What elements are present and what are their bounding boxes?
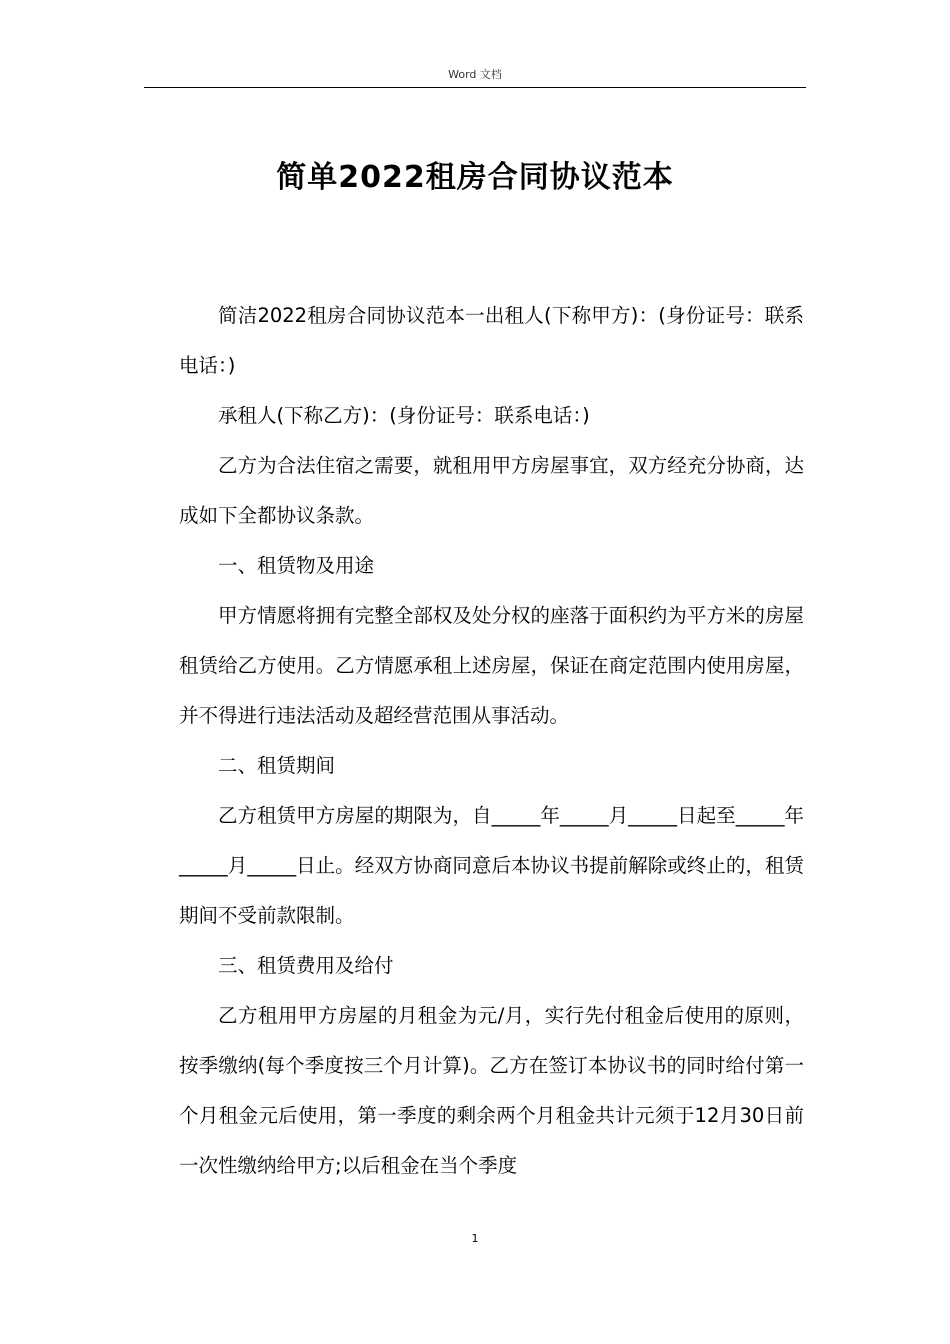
document-body — [179, 291, 804, 1191]
section-heading-3: 三、租赁费用及给付 — [218, 954, 394, 977]
paragraph-parties-lessee: 承租人(下称乙方)：(身份证号：联系电话：) — [218, 404, 590, 427]
section-heading-1: 一、租赁物及用途 — [218, 554, 375, 577]
paragraph-section-1: 甲方情愿将拥有完整全部权及处分权的座落于面积约为平方米的房屋租赁给乙方使用。乙方情愿承租上述房屋，保证在商定范围内使用房屋，并不得进行违法活动及超经营范围从事活动。 — [179, 604, 804, 727]
paragraph-parties-lessor: 简洁2022租房合同协议范本一出租人(下称甲方)：(身份证号：联系电话：) — [179, 304, 804, 377]
header-divider — [144, 87, 806, 88]
section-heading-2: 二、租赁期间 — [218, 754, 336, 777]
page-header: Word 文档 — [448, 68, 502, 81]
paragraph-section-3: 乙方租用甲方房屋的月租金为元/月，实行先付租金后使用的原则，按季缴纳(每个季度按三个月计算)。乙方在签订本协议书的同时给付第一个月租金元后使用，第一季度的剩余两个月租金共计元须于12月30日前一次性缴纳给甲方;以后租金在当个季度 — [179, 1004, 804, 1177]
paragraph-preamble: 乙方为合法住宿之需要，就租用甲方房屋事宜，双方经充分协商，达成如下全都协议条款。 — [179, 454, 804, 527]
paragraph-section-2: 乙方租赁甲方房屋的期限为，自_____年_____月_____日起至_____年_____月_____日止。经双方协商同意后本协议书提前解除或终止的，租赁期间不受前款限制。 — [179, 804, 804, 927]
document-title: 简单2022租房合同协议范本 — [276, 160, 674, 195]
page-number: 1 — [471, 1232, 479, 1245]
